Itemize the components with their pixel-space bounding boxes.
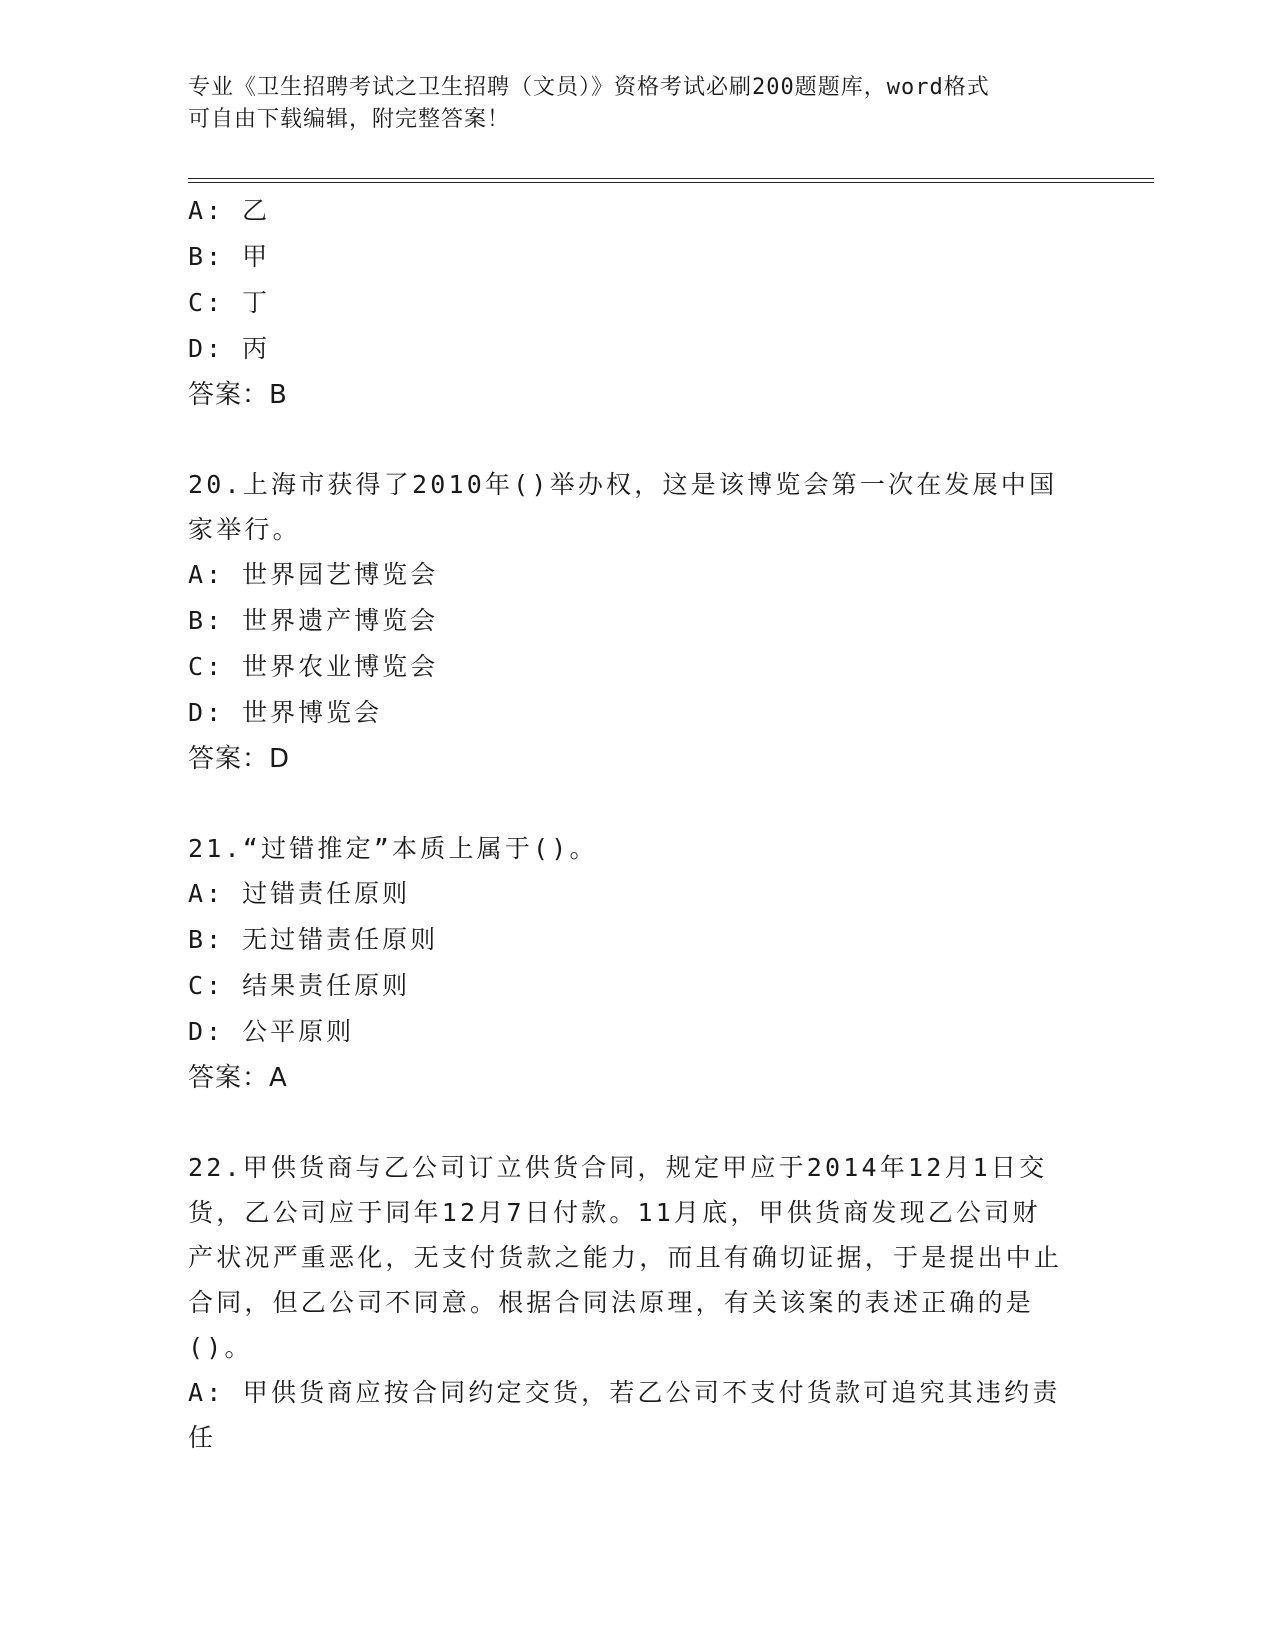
header-divider	[188, 178, 1154, 183]
header-line-2: 可自由下载编辑，附完整答案！	[188, 107, 511, 132]
answer-line: 答案：B	[188, 380, 288, 410]
option-a: A: 甲供货商应按合同约定交货，若乙公司不支付货款可追究其违约责任	[188, 1378, 1061, 1452]
question-text: 22.甲供货商与乙公司订立供货合同，规定甲应于2014年12月1日交货，乙公司应于同年12月7日付款。11月底，甲供货商发现乙公司财产状况严重恶化，无支付货款之能力，而且有确切证据，于是提出中止合同，但乙公司不同意。根据合同法原理，有关该案的表述正确的是()。	[188, 1153, 1063, 1362]
option-b: B: 无过错责任原则	[188, 925, 439, 954]
option-c: C: 丁	[188, 288, 271, 317]
option-a: A: 过错责任原则	[188, 879, 411, 908]
header-line-1: 专业《卫生招聘考试之卫生招聘（文员）》资格考试必刷200题题库，word格式	[188, 75, 990, 100]
option-c: C: 世界农业博览会	[188, 652, 439, 681]
document-body	[188, 188, 1088, 1460]
question-22	[188, 1145, 1088, 1460]
option-d: D: 丙	[188, 334, 271, 363]
answer-line: 答案：D	[188, 744, 291, 774]
option-b: B: 甲	[188, 242, 271, 271]
option-c: C: 结果责任原则	[188, 971, 411, 1000]
document-header	[188, 72, 1068, 136]
option-d: D: 世界博览会	[188, 698, 383, 727]
question-20	[188, 462, 1088, 782]
answer-line: 答案：A	[188, 1063, 288, 1093]
option-d: D: 公平原则	[188, 1017, 355, 1046]
option-b: B: 世界遗产博览会	[188, 606, 439, 635]
question-19-tail	[188, 188, 1088, 418]
question-21	[188, 826, 1088, 1101]
question-text: 21.“过错推定”本质上属于()。	[188, 834, 598, 863]
option-a: A: 世界园艺博览会	[188, 560, 439, 589]
option-a: A: 乙	[188, 196, 271, 225]
question-text: 20.上海市获得了2010年()举办权，这是该博览会第一次在发展中国家举行。	[188, 470, 1058, 544]
